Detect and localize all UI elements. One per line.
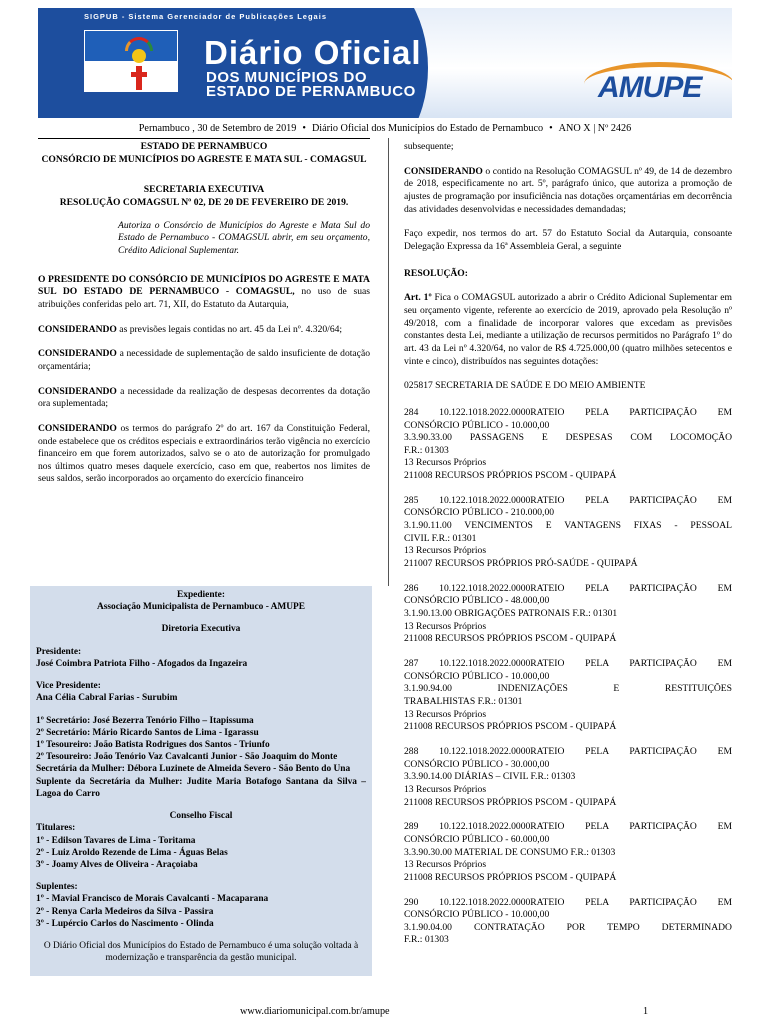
president-intro: O PRESIDENTE DO CONSÓRCIO DE MUNICÍPIOS DO AGRESTE E MATA SUL DO ESTADO DE PERNAMBUCO - COMAGSUL, bbox=[38, 273, 370, 298]
considering-label: CONSIDERANDO bbox=[38, 323, 117, 335]
vice-president-label: Vice Presidente: bbox=[36, 681, 101, 692]
budget-entry bbox=[404, 658, 732, 734]
edition-number: ANO X | Nº 2426 bbox=[558, 123, 632, 134]
entry-line-4: F.R.: 01303 bbox=[404, 444, 449, 456]
left-column-rule bbox=[38, 138, 370, 139]
considering-label: CONSIDERANDO bbox=[38, 348, 117, 360]
titular-item: 3º - Joamy Alves de Oliveira - Araçoiaba bbox=[36, 859, 198, 870]
titular-item: 1º - Edilson Tavares de Lima - Toritama bbox=[36, 835, 196, 846]
page-number: 1 bbox=[643, 1006, 649, 1017]
resolution-summary: Autoriza o Consórcio de Municípios do Agreste e Mata Sul do Estado de Pernambuco - COMAGSUL abrir, em seu orçamento, Crédito Adicional Suplementar. bbox=[118, 219, 370, 256]
entry-line-3: 3.1.90.13.00 OBRIGAÇÕES PATRONAIS F.R.: 01301 bbox=[404, 608, 618, 620]
budget-entry bbox=[404, 495, 732, 571]
president-text: no uso de suas atribuições conferidas pelo art. 71, XII, do Estatuto da Autarquia, bbox=[38, 286, 370, 310]
suplente-item: 3º - Lupércio Carlos do Nascimento - Olinda bbox=[36, 918, 214, 929]
budget-entries bbox=[404, 407, 732, 947]
officer-item: 1º Tesoureiro: João Batista Rodrigues dos Santos - Triunfo bbox=[36, 739, 270, 750]
board-heading: Diretoria Executiva bbox=[161, 624, 241, 635]
president-name: José Coimbra Patriota Filho - Afogados da Ingazeira bbox=[36, 658, 248, 669]
amupe-logo bbox=[598, 68, 701, 108]
suplente-item: 2º - Renya Carla Medeiros da Silva - Passira bbox=[36, 906, 214, 917]
considering-label: CONSIDERANDO bbox=[38, 385, 117, 397]
entry-line-2: CONSÓRCIO PÚBLICO - 30.000,00 bbox=[404, 758, 550, 770]
considering-text: as previsões legais contidas no art. 45 da Lei nº. 4.320/64; bbox=[116, 323, 343, 335]
president-paragraph bbox=[38, 274, 370, 312]
entry-line-2: CONSÓRCIO PÚBLICO - 210.000,00 bbox=[404, 507, 555, 519]
considering-text: a necessidade da realização de despesas decorrentes da dotação ora suplementada; bbox=[38, 385, 370, 410]
entry-line-6: 211007 RECURSOS PRÓPRIOS PRÓ-SAÚDE - QUIPAPÁ bbox=[404, 558, 638, 570]
entry-line-2: CONSÓRCIO PÚBLICO - 10.000,00 bbox=[404, 670, 550, 682]
footer-url-link[interactable]: www.diariomunicipal.com.br/amupe bbox=[240, 1006, 390, 1017]
publication-subtitle-1: DOS MUNICÍPIOS DO bbox=[206, 69, 368, 86]
entry-line-1: 286 10.122.1018.2022.0000RATEIO PELA PARTICIPAÇÃO EM bbox=[404, 582, 732, 594]
association-name: Associação Municipalista de Pernambuco - AMUPE bbox=[96, 602, 306, 613]
entry-line-3: 3.1.90.94.00 INDENIZAÇÕES E RESTITUIÇÕES bbox=[404, 683, 732, 695]
considering-5 bbox=[404, 166, 732, 217]
entry-line-3: 3.1.90.04.00 CONTRATAÇÃO POR TEMPO DETERMINADO bbox=[404, 921, 732, 933]
entry-line-3: 3.3.90.14.00 DIÁRIAS – CIVIL F.R.: 01303 bbox=[404, 771, 576, 783]
considering-2 bbox=[38, 348, 370, 373]
officer-item: 2º Tesoureiro: João Tenório Vaz Cavalcanti Junior - São Joaquim do Monte bbox=[36, 752, 338, 763]
entry-line-5: 13 Recursos Próprios bbox=[404, 457, 487, 469]
officer-item: Suplente da Secretária da Mulher: Judite Maria Botafogo Santana da Silva – Lagoa do Carro bbox=[36, 776, 366, 799]
entry-line-1: 289 10.122.1018.2022.0000RATEIO PELA PARTICIPAÇÃO EM bbox=[404, 821, 732, 833]
entry-line-6: 211008 RECURSOS PRÓPRIOS PSCOM - QUIPAPÁ bbox=[404, 470, 617, 482]
entry-line-1: 284 10.122.1018.2022.0000RATEIO PELA PARTICIPAÇÃO EM bbox=[404, 406, 732, 418]
considering-label: CONSIDERANDO bbox=[38, 422, 117, 434]
entry-line-3: 3.3.90.33.00 PASSAGENS E DESPESAS COM LOCOMOÇÃO bbox=[404, 432, 732, 444]
bullet-separator: • bbox=[302, 123, 306, 134]
budget-entry bbox=[404, 821, 732, 884]
titular-item: 2º - Luiz Aroldo Rezende de Lima - Águas Belas bbox=[36, 847, 228, 858]
entry-line-6: 211008 RECURSOS PRÓPRIOS PSCOM - QUIPAPÁ bbox=[404, 721, 617, 733]
budget-entry bbox=[404, 746, 732, 809]
entry-line-1: 288 10.122.1018.2022.0000RATEIO PELA PARTICIPAÇÃO EM bbox=[404, 745, 732, 757]
amupe-info-box bbox=[30, 586, 372, 976]
entry-line-4: TRABALHISTAS F.R.: 01301 bbox=[404, 695, 523, 707]
logo-swoosh-icon bbox=[584, 62, 732, 106]
entry-line-1: 290 10.122.1018.2022.0000RATEIO PELA PARTICIPAÇÃO EM bbox=[404, 896, 732, 908]
entry-line-5: 13 Recursos Próprios bbox=[404, 708, 487, 720]
entry-line-6: 211008 RECURSOS PRÓPRIOS PSCOM - QUIPAPÁ bbox=[404, 633, 617, 645]
considering-3 bbox=[38, 386, 370, 411]
budget-entry bbox=[404, 407, 732, 483]
considering-4 bbox=[38, 423, 370, 486]
entry-line-3: 3.3.90.30.00 MATERIAL DE CONSUMO F.R.: 01303 bbox=[404, 846, 616, 858]
entry-line-5: 13 Recursos Próprios bbox=[404, 783, 487, 795]
entry-line-2: CONSÓRCIO PÚBLICO - 10.000,00 bbox=[404, 419, 550, 431]
left-column bbox=[38, 141, 370, 486]
entry-line-5: 13 Recursos Próprios bbox=[404, 859, 487, 871]
amupe-logo-text: AMUPE bbox=[598, 71, 702, 104]
entry-line-2: CONSÓRCIO PÚBLICO - 60.000,00 bbox=[404, 833, 550, 845]
entry-line-2: CONSÓRCIO PÚBLICO - 10.000,00 bbox=[404, 909, 550, 921]
budget-entry bbox=[404, 583, 732, 646]
article-label: Art. 1º bbox=[404, 292, 432, 304]
resolucao-heading: RESOLUÇÃO: bbox=[404, 267, 468, 279]
entry-line-1: 287 10.122.1018.2022.0000RATEIO PELA PARTICIPAÇÃO EM bbox=[404, 658, 732, 669]
suplentes-label: Suplentes: bbox=[36, 882, 78, 893]
council-heading: Conselho Fiscal bbox=[169, 811, 233, 822]
considering-text: a necessidade de suplementação de saldo insuficiente de dotação orçamentária; bbox=[38, 348, 370, 372]
consortium-heading: CONSÓRCIO DE MUNICÍPIOS DO AGRESTE E MATA SUL - COMAGSUL bbox=[41, 153, 367, 165]
entry-line-2: CONSÓRCIO PÚBLICO - 48.000,00 bbox=[404, 595, 550, 607]
expedir-paragraph: Faço expedir, nos termos do art. 57 do Estatuto Social da Autarquia, consoante Delegação Expressa da 16ª Assembleia Geral, a seguinte bbox=[404, 228, 732, 252]
entry-line-6: 211008 RECURSOS PRÓPRIOS PSCOM - QUIPAPÁ bbox=[404, 871, 617, 883]
resolution-heading: RESOLUÇÃO COMAGSUL Nº 02, DE 20 DE FEVEREIRO DE 2019. bbox=[59, 196, 349, 208]
officer-item: 1º Secretário: José Bezerra Tenório Filho – Itapissuma bbox=[36, 715, 254, 726]
article-text: Fica o COMAGSUL autorizado a abrir o Crédito Adicional Suplementar em seu orçamento vigente, referente ao exercício de 2019, aprovado pela Resolução nº 49/2018, com a finalidade de incorporar valores que excedam as previsões constantes desta Lei, mediante a utilização de recursos permitidos no Parágrafo 1º do art. 43 da Lei nº 4.320/64, no valor de R$ 4.725.000,00 (quatro milhões setecentos e vinte e cinco), distribuídos nas seguintes dotações: bbox=[404, 292, 732, 367]
considering-1 bbox=[38, 324, 370, 337]
entry-line-4: F.R.: 01303 bbox=[404, 934, 449, 946]
info-box-footer: O Diário Oficial dos Municípios do Estado de Pernambuco é uma solução voltada à modernização e transparência da gestão municipal. bbox=[43, 941, 359, 964]
header-banner bbox=[38, 8, 732, 118]
president-label: Presidente: bbox=[36, 646, 82, 657]
budget-entry bbox=[404, 897, 732, 948]
considering-text: os termos do parágrafo 2º do art. 167 da Constituição Federal, onde estabelece que os créditos especiais e extraordinários terão vigência no exercício financeiro em que forem autorizados, salvo se o ato de autorização for promulgado nos últimos quatro meses daquele exercício, caso em que, reabertos nos limites de seus saldos, serão incorporados ao orçamento do exercício financeiro bbox=[38, 422, 370, 485]
suplente-item: 1º - Mavial Francisco de Morais Cavalcanti - Macaparana bbox=[36, 894, 269, 905]
expediente-label: Expediente: bbox=[177, 590, 225, 600]
secretariat-heading: SECRETARIA EXECUTIVA bbox=[143, 184, 265, 196]
officers-list bbox=[36, 715, 366, 801]
article-1 bbox=[404, 292, 732, 368]
entry-line-5: 13 Recursos Próprios bbox=[404, 620, 487, 632]
bullet-separator: • bbox=[549, 123, 553, 134]
budget-unit: 025817 SECRETARIA DE SAÚDE E DO MEIO AMBIENTE bbox=[404, 380, 646, 392]
entry-line-1: 285 10.122.1018.2022.0000RATEIO PELA PARTICIPAÇÃO EM bbox=[404, 494, 732, 506]
sigpub-caption: SIGPUB - Sistema Gerenciador de Publicações Legais bbox=[84, 12, 327, 21]
titulares-label: Titulares: bbox=[36, 823, 76, 834]
publication-name: Diário Oficial dos Municípios do Estado de Pernambuco bbox=[311, 123, 544, 134]
entry-line-5: 13 Recursos Próprios bbox=[404, 545, 487, 557]
pernambuco-flag-icon bbox=[84, 30, 178, 92]
entry-line-4: CIVIL F.R.: 01301 bbox=[404, 532, 477, 544]
continuation-text: subsequente; bbox=[404, 141, 454, 152]
right-column bbox=[404, 141, 732, 947]
vice-president-name: Ana Célia Cabral Farias - Surubim bbox=[36, 693, 178, 704]
officer-item: Secretária da Mulher: Débora Luzinete de Almeida Severo - São Bento do Una bbox=[36, 764, 351, 775]
considering-label: CONSIDERANDO bbox=[404, 165, 483, 177]
edition-meta-line bbox=[38, 122, 732, 135]
publication-title: Diário Oficial bbox=[204, 34, 422, 71]
publication-subtitle-2: ESTADO DE PERNAMBUCO bbox=[206, 83, 416, 100]
column-divider bbox=[388, 138, 389, 586]
considering-text: o contido na Resolução COMAGSUL nº 49, de 14 de dezembro de 2018, especificamente no art. 5º, parágrafo único, que autoriza a promoção de ajustes de programação por insuficiência nas dotações orçamentárias em decorrência das atividades desenvolvidas e necessidades demandadas; bbox=[404, 165, 732, 215]
officer-item: 2º Secretário: Mário Ricardo Santos de Lima - Igarassu bbox=[36, 727, 259, 738]
entry-line-6: 211008 RECURSOS PRÓPRIOS PSCOM - QUIPAPÁ bbox=[404, 796, 617, 808]
place-date: Pernambuco , 30 de Setembro de 2019 bbox=[138, 123, 297, 134]
state-heading: ESTADO DE PERNAMBUCO bbox=[140, 141, 268, 152]
entry-line-3: 3.1.90.11.00 VENCIMENTOS E VANTAGENS FIXAS - PESSOAL bbox=[404, 520, 732, 532]
